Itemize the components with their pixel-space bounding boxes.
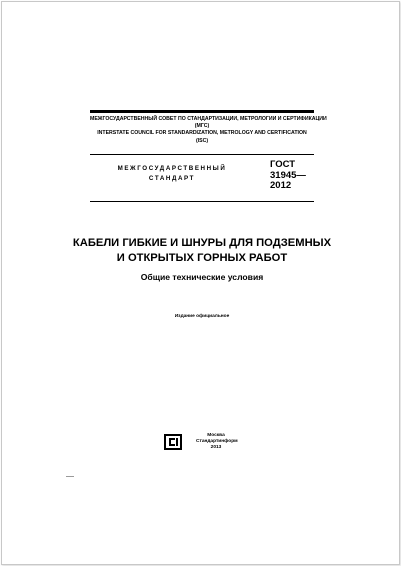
document-subtitle: Общие технические условия: [140, 272, 264, 282]
standard-type-line2: СТАНДАРТ: [148, 175, 196, 182]
council-name-en: INTERSTATE COUNCIL FOR STANDARDIZATION, METROLOGY AND CERTIFICATION: [97, 130, 307, 137]
gost-number: 31945—: [270, 169, 306, 181]
council-header: [90, 116, 327, 145]
document-title: [62, 236, 342, 265]
standartinform-logo-icon: [164, 434, 182, 450]
document-title-line1: КАБЕЛИ ГИБКИЕ И ШНУРЫ ДЛЯ ПОДЗЕМНЫХ: [72, 237, 332, 249]
gost-label: ГОСТ: [270, 159, 296, 170]
standard-type: [102, 164, 242, 184]
council-name-ru: МЕЖГОСУДАРСТВЕННЫЙ СОВЕТ ПО СТАНДАРТИЗАЦИИ, МЕТРОЛОГИИ И СЕРТИФИКАЦИИ: [90, 116, 327, 122]
publisher-city: Москва: [207, 433, 225, 438]
publisher-block: [196, 433, 236, 452]
top-thick-rule: [90, 110, 314, 113]
edition-note: Издание официальное: [174, 314, 230, 319]
header-divider-rule: [90, 154, 314, 155]
council-abbr-ru: (МГС): [194, 123, 210, 130]
document-page: [1, 1, 400, 565]
standard-type-line1: МЕЖГОСУДАРСТВЕННЫЙ: [117, 165, 227, 172]
gost-year: 2012: [270, 180, 292, 191]
publisher-name: Стандартинформ: [196, 439, 238, 445]
publisher-year: 2013: [210, 445, 222, 451]
designation-divider-rule: [90, 201, 314, 202]
gost-designation: [270, 160, 306, 192]
council-abbr-en: (ISC): [195, 137, 209, 144]
document-title-line2: И ОТКРЫТЫХ ГОРНЫХ РАБОТ: [116, 251, 288, 264]
page-margin-mark: [66, 476, 74, 477]
